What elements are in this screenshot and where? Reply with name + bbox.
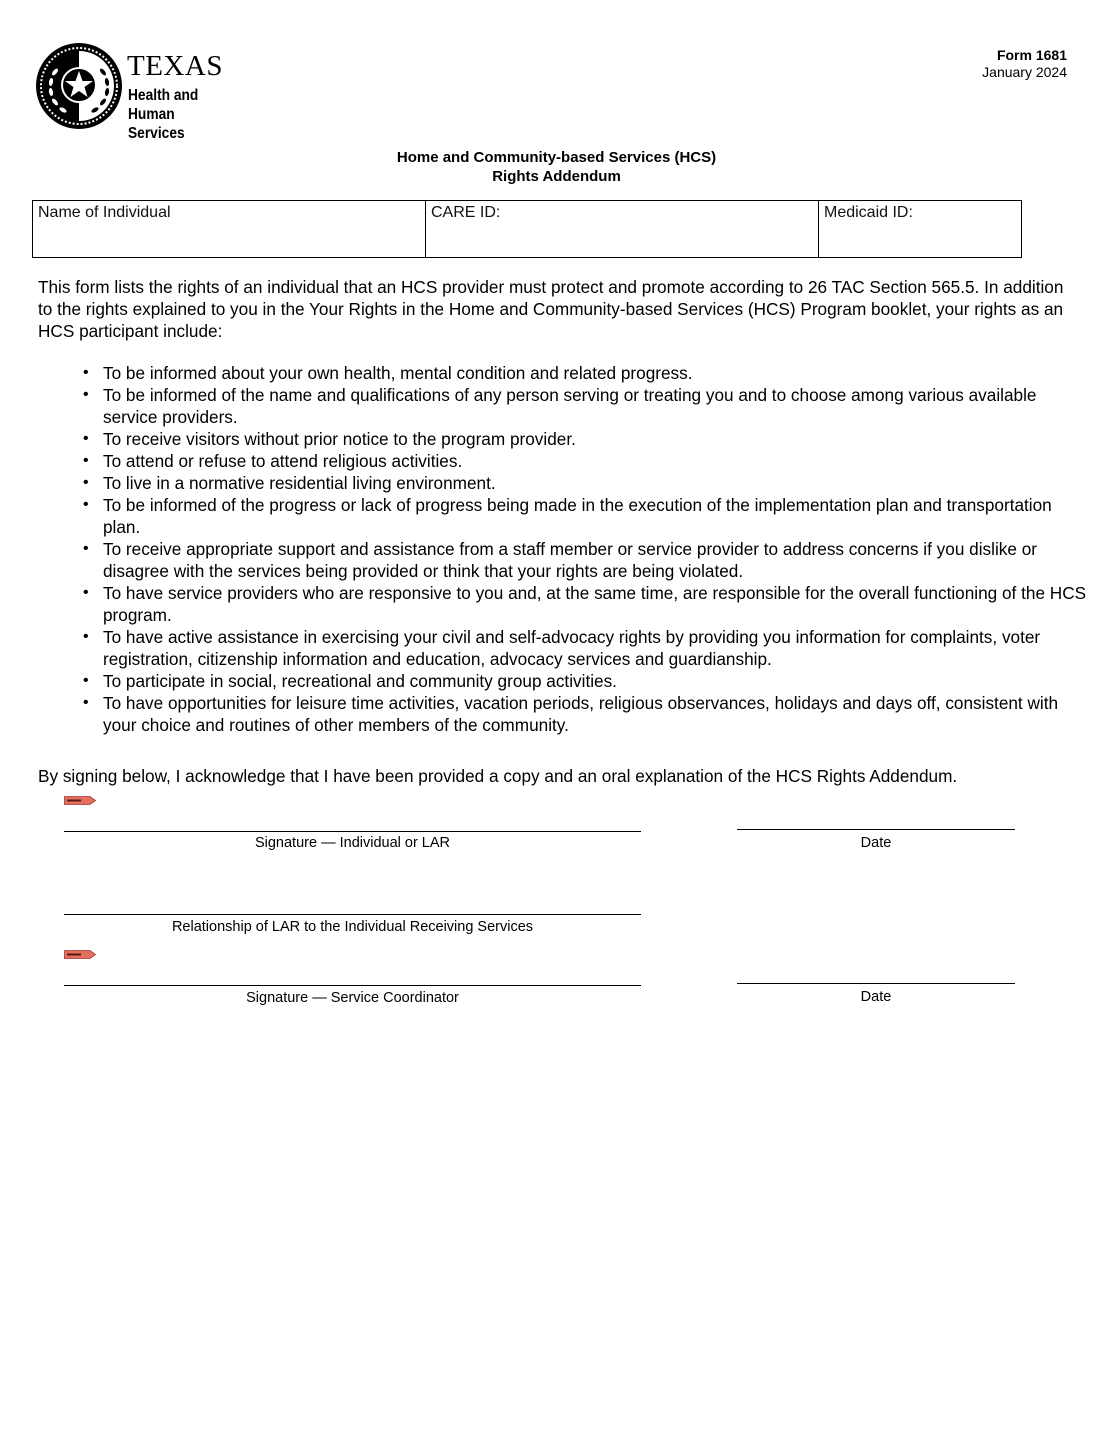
relationship-label: Relationship of LAR to the Individual Receiving Services bbox=[171, 919, 534, 935]
rights-list bbox=[80, 362, 1090, 736]
medicaid-id-label: Medicaid ID: bbox=[824, 204, 913, 221]
rights-list-item: • To participate in social, recreational and community group activities. bbox=[80, 670, 1090, 692]
form-date: January 2024 bbox=[982, 64, 1067, 80]
logo-texas-text: TEXAS bbox=[127, 50, 223, 82]
rights-list-item: • To receive appropriate support and assistance from a staff member or service provider to address concerns if you dislike or disagree with the services being provided or think that your rights are being violated. bbox=[80, 538, 1090, 582]
care-id-label: CARE ID: bbox=[431, 204, 501, 221]
sign-here-flag-icon[interactable] bbox=[64, 950, 96, 959]
rights-list-item: • To be informed about your own health, mental condition and related progress. bbox=[80, 362, 1090, 384]
sign-here-flag-icon[interactable] bbox=[64, 796, 96, 805]
care-id-field[interactable] bbox=[426, 201, 819, 257]
rights-list-item: • To live in a normative residential living environment. bbox=[80, 472, 1090, 494]
individual-signature-line[interactable] bbox=[64, 831, 641, 832]
form-number: Form 1681 bbox=[996, 47, 1067, 63]
coordinator-signature-line[interactable] bbox=[64, 985, 641, 986]
logo-agency-text: Health and Human Services bbox=[128, 87, 199, 142]
coordinator-signature-label: Signature — Service Coordinator bbox=[246, 990, 459, 1006]
acknowledgement-text: By signing below, I acknowledge that I have been provided a copy and an oral explanation of the HCS Rights Addendum. bbox=[38, 766, 958, 786]
medicaid-id-field[interactable] bbox=[819, 201, 1021, 257]
coordinator-date-label: Date bbox=[860, 989, 892, 1005]
individual-date-line[interactable] bbox=[737, 829, 1015, 830]
rights-list-item: • To have active assistance in exercising your civil and self-advocacy rights by providing you information for complaints, voter registration, citizenship information and education, advocacy services and guardianship. bbox=[80, 626, 1090, 670]
form-identifier bbox=[982, 47, 1067, 81]
rights-list-item: • To attend or refuse to attend religious activities. bbox=[80, 450, 1090, 472]
intro-paragraph: This form lists the rights of an individual that an HCS provider must protect and promote according to 26 TAC Section 565.5. In addition to the rights explained to you in the Your Rights in the Home and Community-based Services (HCS) Program booklet, your rights as an HCS participant include: bbox=[38, 277, 1064, 341]
individual-date-label: Date bbox=[860, 835, 892, 851]
title-line-2: Rights Addendum bbox=[492, 168, 621, 185]
relationship-line[interactable] bbox=[64, 914, 641, 915]
individual-id-table bbox=[32, 200, 1022, 258]
rights-list-item: • To be informed of the name and qualifications of any person serving or treating you and to choose among various available service providers. bbox=[80, 384, 1090, 428]
texas-hhs-logo bbox=[35, 42, 267, 142]
rights-list-item: • To receive visitors without prior notice to the program provider. bbox=[80, 428, 1090, 450]
title-line-1: Home and Community-based Services (HCS) bbox=[396, 149, 717, 166]
texas-seal-icon bbox=[35, 42, 123, 130]
name-of-individual-label: Name of Individual bbox=[38, 204, 171, 221]
rights-list-item: • To have opportunities for leisure time activities, vacation periods, religious observances, holidays and days off, consistent with your choice and routines of other members of the community. bbox=[80, 692, 1090, 736]
rights-list-item: • To have service providers who are responsive to you and, at the same time, are responsible for the overall functioning of the HCS program. bbox=[80, 582, 1090, 626]
name-of-individual-field[interactable] bbox=[33, 201, 426, 257]
document-title bbox=[0, 148, 1113, 186]
rights-list-item: • To be informed of the progress or lack of progress being made in the execution of the implementation plan and transportation plan. bbox=[80, 494, 1090, 538]
coordinator-date-line[interactable] bbox=[737, 983, 1015, 984]
individual-signature-label: Signature — Individual or LAR bbox=[254, 835, 451, 851]
